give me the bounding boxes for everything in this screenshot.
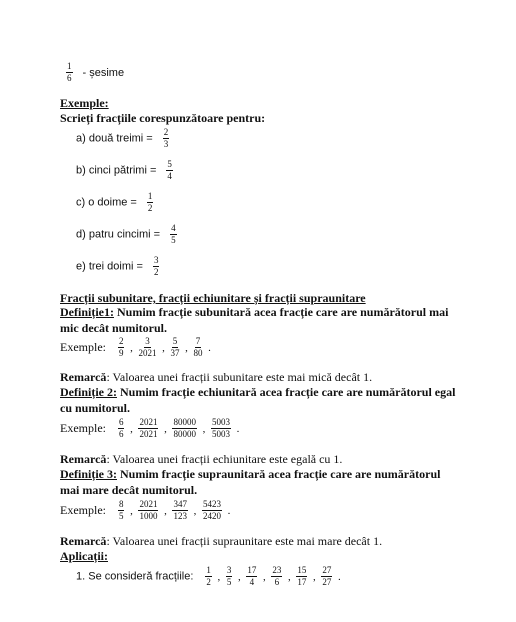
- definition-2-text: Numim fracție echiunitară acea fracție care are numărătorul egal: [116, 385, 456, 399]
- denominator: 5: [171, 235, 176, 245]
- comma: ,: [217, 570, 221, 583]
- numerator: 1: [67, 61, 72, 71]
- comma: ,: [263, 570, 266, 583]
- remark-label: Remarcă: [60, 534, 107, 548]
- denominator: 80: [193, 348, 203, 358]
- example-item-e: [76, 256, 159, 277]
- numerator: 2021: [139, 499, 158, 509]
- denominator: 17: [297, 577, 307, 587]
- denominator: 6: [118, 429, 124, 439]
- comma: ,: [130, 504, 133, 517]
- intro-text: - șesime: [82, 66, 125, 79]
- item-label: 1. Se consideră fracțiile:: [76, 570, 194, 583]
- item-fraction: [170, 224, 177, 245]
- numerator: 80000: [173, 417, 196, 427]
- comma: ,: [164, 422, 167, 435]
- example-item-c: [76, 192, 153, 213]
- numerator: 2: [118, 336, 124, 346]
- numerator: 3: [145, 336, 150, 346]
- item-fraction: [153, 256, 160, 277]
- remark-label: Remarcă: [60, 452, 107, 466]
- denominator: 5: [118, 511, 124, 521]
- comma: ,: [185, 341, 188, 354]
- applications-heading: Aplicații:: [60, 549, 108, 563]
- numerator: 2: [163, 127, 169, 137]
- item-label: e) trei doimi =: [76, 260, 143, 273]
- examples-label: Exemple:: [60, 421, 106, 435]
- intro-line: [66, 62, 124, 83]
- comma: ,: [130, 422, 133, 435]
- definition-3-text: Numim fracție supraunitară acea fracție care are numărătorul: [116, 467, 441, 481]
- example-fraction: [193, 337, 202, 358]
- definition-2-examples: [60, 418, 245, 439]
- definition-1-line2: mic decât numitorul.: [60, 321, 167, 335]
- numerator: 23: [272, 565, 282, 575]
- example-fraction: [172, 500, 188, 521]
- numerator: 1: [206, 565, 211, 575]
- denominator: 123: [173, 511, 187, 521]
- numerator: 3: [153, 255, 159, 265]
- intro-fraction: [66, 62, 73, 83]
- numerator: 7: [195, 336, 201, 346]
- examples-label: Exemple:: [60, 503, 106, 517]
- numerator: 5423: [202, 499, 221, 509]
- numerator: 6: [118, 417, 124, 427]
- numerator: 17: [247, 565, 257, 575]
- denominator: 2021: [138, 348, 157, 358]
- denominator: 2: [147, 203, 153, 213]
- numerator: 347: [173, 499, 187, 509]
- denominator: 5: [226, 577, 232, 587]
- example-fraction: [211, 418, 231, 439]
- example-item-d: [76, 224, 177, 245]
- denominator: 6: [274, 577, 280, 587]
- item-fraction: [163, 128, 170, 149]
- definition-3-remark: [60, 534, 382, 549]
- comma: ,: [164, 504, 167, 517]
- numerator: 5003: [211, 417, 230, 427]
- definition-1-examples: [60, 337, 216, 358]
- application-fraction: [246, 566, 257, 587]
- comma: ,: [202, 422, 206, 435]
- denominator: 1000: [139, 511, 158, 521]
- definition-1-remark: [60, 370, 372, 385]
- example-fraction: [138, 418, 158, 439]
- denominator: 37: [170, 348, 180, 358]
- definition-2-remark: [60, 452, 342, 467]
- item-label: c) o doime =: [76, 196, 137, 209]
- definition-1-line1: [60, 305, 448, 320]
- definition-1-title: Definiție1:: [60, 305, 114, 319]
- definition-3-line2: mai mare decât numitorul.: [60, 483, 198, 497]
- example-fraction: [172, 418, 197, 439]
- period: .: [338, 570, 341, 583]
- comma: ,: [162, 341, 165, 354]
- example-fraction: [202, 500, 222, 521]
- example-fraction: [138, 500, 158, 521]
- item-fraction: [166, 160, 173, 181]
- application-fraction: [271, 566, 282, 587]
- application-fraction: [321, 566, 332, 587]
- comma: ,: [313, 570, 316, 583]
- denominator: 2: [206, 577, 211, 587]
- denominator: 6: [67, 73, 72, 83]
- denominator: 5003: [211, 429, 230, 439]
- definition-2-line2: cu numitorul.: [60, 401, 131, 415]
- examples-label: Exemple:: [60, 340, 106, 354]
- numerator: 3: [226, 565, 232, 575]
- item-label: b) cinci pătrimi =: [76, 164, 157, 177]
- numerator: 1: [147, 191, 153, 201]
- denominator: 27: [322, 577, 332, 587]
- period: .: [227, 504, 231, 517]
- numerator: 8: [118, 499, 124, 509]
- example-fraction: [170, 337, 179, 358]
- comma: ,: [238, 570, 241, 583]
- numerator: 15: [297, 565, 307, 575]
- application-item-1: [76, 566, 346, 587]
- denominator: 2021: [139, 429, 158, 439]
- denominator: 9: [118, 348, 124, 358]
- item-label: d) patru cincimi =: [76, 228, 161, 241]
- example-item-b: [76, 160, 173, 181]
- denominator: 2420: [202, 511, 221, 521]
- definition-3-examples: [60, 500, 236, 521]
- comma: ,: [130, 341, 133, 354]
- definition-2-title: Definiție 2:: [60, 385, 117, 399]
- definition-2-line1: [60, 385, 455, 400]
- numerator: 27: [322, 565, 332, 575]
- period: .: [236, 422, 240, 435]
- definition-3-line1: [60, 467, 440, 482]
- definition-1-text: Numim fracție subunitară acea fracție care are numărătorul mai: [113, 305, 449, 319]
- application-fraction: [296, 566, 307, 587]
- remark-label: Remarcă: [60, 370, 107, 384]
- item-fraction: [147, 192, 154, 213]
- examples-heading: Exemple:: [60, 96, 109, 110]
- examples-instruction: Scrieți fracțiile corespunzătoare pentru:: [60, 111, 266, 125]
- numerator: 4: [171, 223, 176, 233]
- denominator: 80000: [173, 429, 196, 439]
- remark-text: : Valoarea unei fracții supraunitare este mai mare decât 1.: [106, 534, 383, 548]
- example-fraction: [138, 337, 156, 358]
- denominator: 4: [167, 171, 172, 181]
- numerator: 5: [172, 336, 178, 346]
- numerator: 5: [167, 159, 172, 169]
- remark-text: : Valoarea unei fracții echiunitare este egală cu 1.: [106, 452, 343, 466]
- definition-3-title: Definiție 3:: [60, 467, 117, 481]
- item-label: a) două treimi =: [76, 132, 153, 145]
- section-title: Fracții subunitare, fracții echiunitare și fracții supraunitare: [60, 291, 366, 305]
- denominator: 2: [153, 267, 159, 277]
- comma: ,: [288, 570, 291, 583]
- comma: ,: [193, 504, 197, 517]
- period: .: [208, 341, 211, 354]
- numerator: 2021: [139, 417, 158, 427]
- remark-text: : Valoarea unei fracții subunitare este mai mică decât 1.: [106, 370, 373, 384]
- denominator: 4: [249, 577, 255, 587]
- example-item-a: [76, 128, 169, 149]
- denominator: 3: [163, 139, 169, 149]
